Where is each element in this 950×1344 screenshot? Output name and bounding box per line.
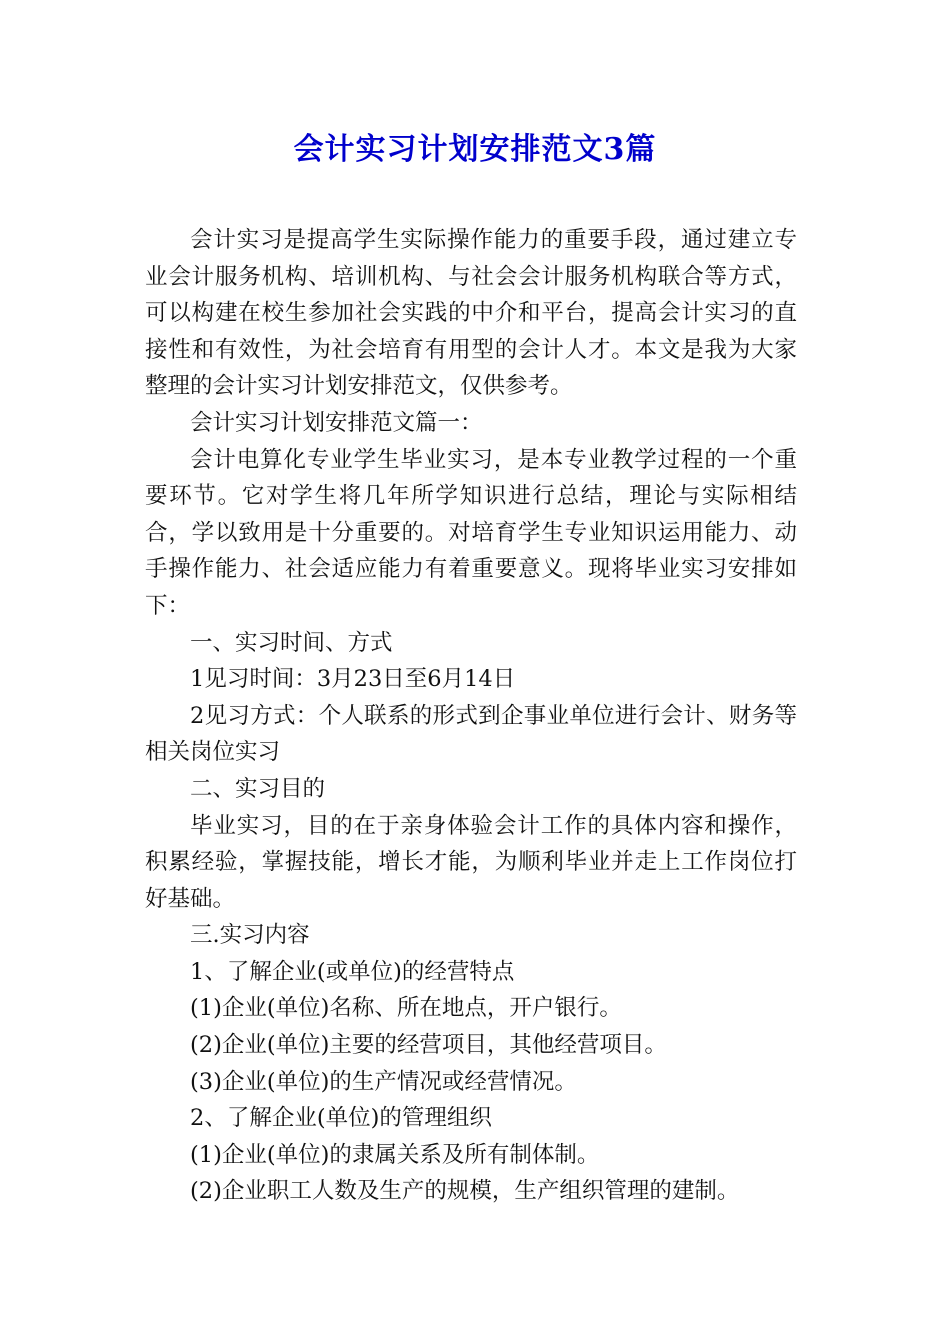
paragraph-section-heading: 会计实习计划安排范文篇一： (190, 409, 483, 436)
paragraph: 1见习时间：3月23日至6月14日 (190, 666, 516, 693)
paragraph-heading: 一、实习时间、方式 (190, 629, 393, 656)
document-body (145, 222, 797, 1210)
paragraph: 会计电算化专业学生毕业实习，是本专业教学过程的一个重要环节。它对学生将几年所学知识进行总结，理论与实际相结合，学以致用是十分重要的。对培育学生专业知识运用能力、动手操作能力、社会适应能力有着重要意义。现将毕业实习安排如下： (145, 446, 797, 619)
paragraph: 毕业实习，目的在于亲身体验会计工作的具体内容和操作，积累经验，掌握技能，增长才能，为顺利毕业并走上工作岗位打好基础。 (145, 812, 797, 912)
paragraph: (1)企业(单位)名称、所在地点，开户银行。 (190, 995, 622, 1022)
document-title: 会计实习计划安排范文3篇 (293, 132, 657, 167)
paragraph: (2)企业职工人数及生产的规模，生产组织管理的建制。 (190, 1178, 740, 1205)
paragraph: 1、了解企业(或单位)的经营特点 (190, 958, 515, 985)
paragraph: 2、了解企业(单位)的管理组织 (190, 1105, 492, 1132)
paragraph-heading: 三.实习内容 (190, 922, 310, 949)
paragraph-intro: 会计实习是提高学生实际操作能力的重要手段，通过建立专业会计服务机构、培训机构、与社会会计服务机构联合等方式，可以构建在校生参加社会实践的中介和平台，提高会计实习的直接性和有效性，为社会培育有用型的会计人才。本文是我为大家整理的会计实习计划安排范文，仅供参考。 (145, 227, 797, 400)
paragraph: (1)企业(单位)的隶属关系及所有制体制。 (190, 1141, 600, 1168)
paragraph: 2见习方式：个人联系的形式到企事业单位进行会计、财务等相关岗位实习 (145, 702, 797, 766)
paragraph-heading: 二、实习目的 (190, 775, 326, 802)
paragraph: (3)企业(单位)的生产情况或经营情况。 (190, 1068, 577, 1095)
paragraph: (2)企业(单位)主要的经营项目，其他经营项目。 (190, 1032, 667, 1059)
